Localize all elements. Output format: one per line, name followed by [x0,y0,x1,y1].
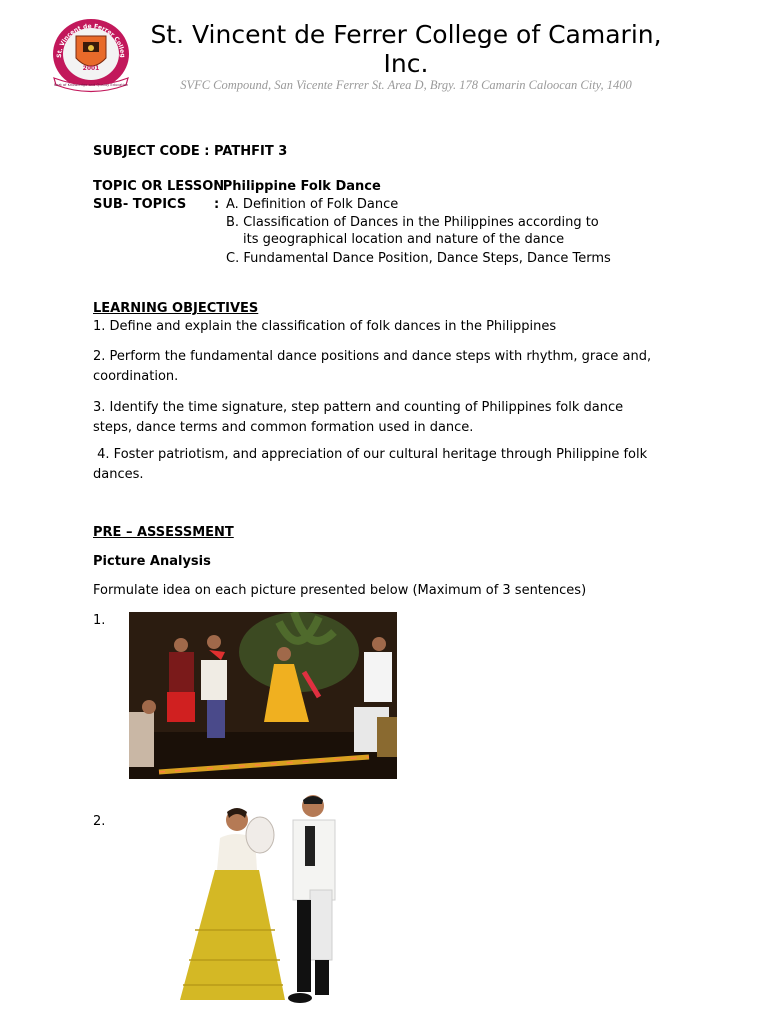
item-number-2: 2. [93,814,106,829]
school-address: SVFC Compound, San Vicente Ferrer St. Area D, Brgy. 178 Camarin Caloocan City, 1400 [180,78,632,92]
objective-2: 2. Perform the fundamental dance positions and dance steps with rhythm, grace and, coordination. [93,349,652,384]
objectives-heading: LEARNING OBJECTIVES [93,301,259,316]
logo-year: 2001 [82,65,100,72]
pre-assessment-heading: PRE – ASSESSMENT [93,525,234,540]
objective-1: 1. Define and explain the classification of folk dances in the Philippines [93,319,557,334]
subtopics-label: SUB- TOPICS [93,197,187,212]
subtopic-c: C. Fundamental Dance Position, Dance Steps, Dance Terms [226,251,611,266]
tinikling-dance-photo [129,612,397,779]
topic-value: : Philippine Folk Dance [213,179,381,194]
item-number-1: 1. [93,613,106,628]
school-name: St. Vincent de Ferrer College of Camarin, Inc. [150,20,662,78]
subject-code: SUBJECT CODE : PATHFIT 3 [93,144,288,159]
school-logo [50,18,132,96]
topic-label: TOPIC OR LESSON [93,179,225,194]
logo-motto: Seat of Knowledge and Quality Education [53,83,129,87]
maria-clara-dancers-photo [175,790,365,1010]
subtopics-colon: : [214,197,220,212]
subtopic-b-line1: B. Classification of Dances in the Philippines according to [226,215,599,230]
instruction-text: Formulate idea on each picture presented below (Maximum of 3 sentences) [93,583,587,598]
logo-ring-text: St. Vincent de Ferrer Colleg [55,22,127,59]
objective-3: 3. Identify the time signature, step pattern and counting of Philippines folk dance steps, dance terms and common formation used in dance. [93,400,624,435]
picture-analysis-heading: Picture Analysis [93,554,211,569]
subtopic-b-line2: its geographical location and nature of the dance [243,232,565,247]
subtopic-a: A. Definition of Folk Dance [226,197,399,212]
objective-4: 4. Foster patriotism, and appreciation of our cultural heritage through Philippine folk dances. [93,447,652,482]
